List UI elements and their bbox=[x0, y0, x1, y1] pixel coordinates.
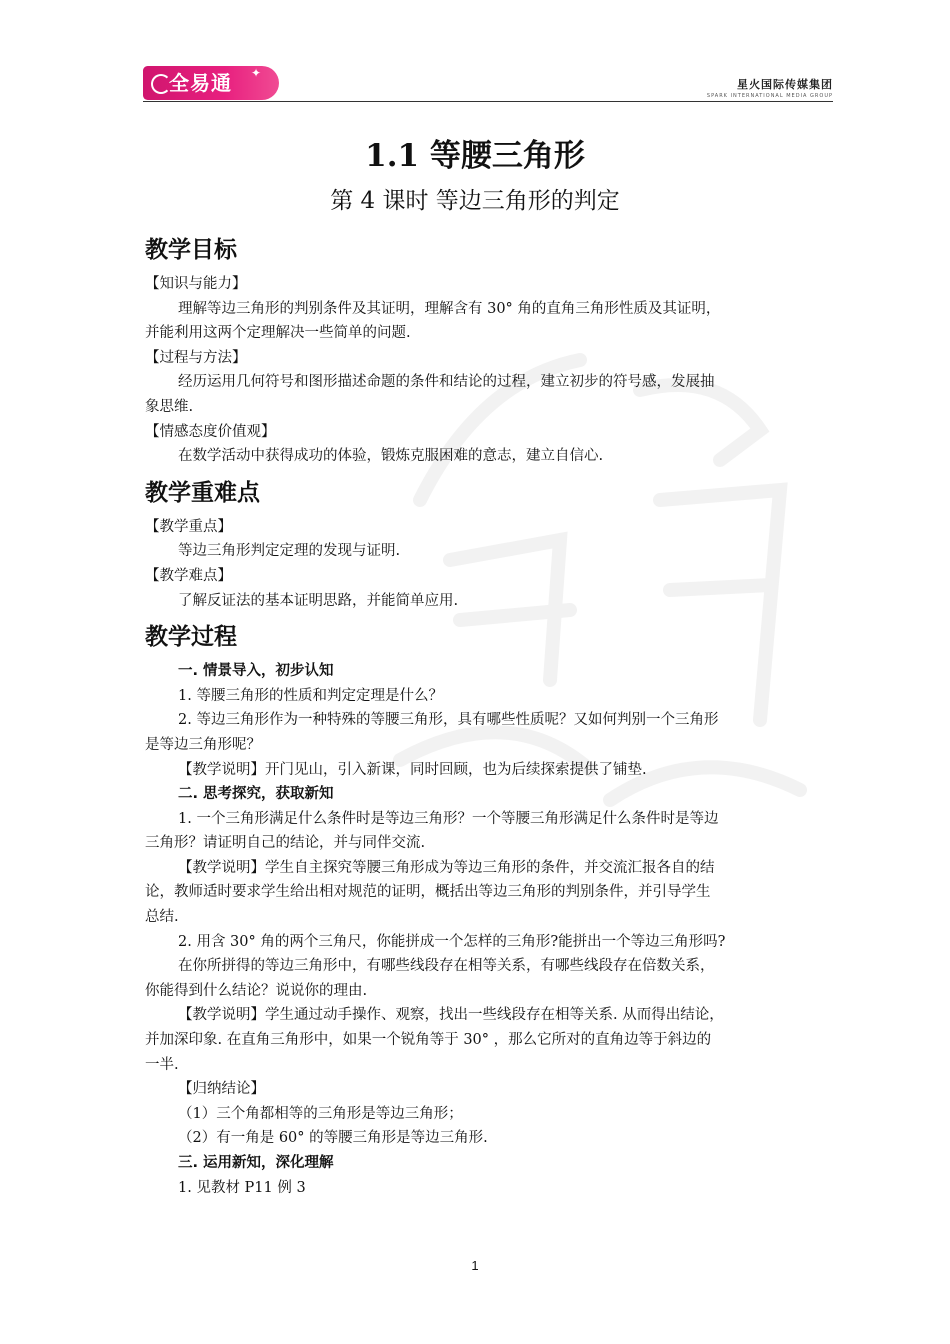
page-number: 1 bbox=[471, 1258, 479, 1273]
publisher-name-en: SPARK INTERNATIONAL MEDIA GROUP bbox=[706, 93, 833, 99]
paragraph-line: 【教学说明】学生自主探究等腰三角形成为等边三角形的条件，并交流汇报各自的结 bbox=[178, 859, 715, 876]
paragraph-line: 1. 一个三角形满足什么条件时是等边三角形？一个等腰三角形满足什么条件时是等边 bbox=[178, 810, 719, 827]
paragraph-line: 2. 用含 30° 角的两个三角尺，你能拼成一个怎样的三角形?能拼出一个等边三角形吗? bbox=[178, 933, 726, 950]
document-title: 1.1 等腰三角形 bbox=[365, 138, 585, 174]
label-conclusion: 【归纳结论】 bbox=[178, 1081, 265, 1098]
paragraph-line: （2）有一角是 60° 的等腰三角形是等边三角形. bbox=[178, 1130, 488, 1147]
paragraph-line: 象思维. bbox=[145, 398, 194, 415]
subsection-heading: 二. 思考探究，获取新知 bbox=[178, 786, 334, 803]
label-focus: 【教学重点】 bbox=[145, 518, 232, 535]
document-subtitle: 第 4 课时 等边三角形的判定 bbox=[330, 188, 620, 214]
header-divider bbox=[143, 101, 833, 102]
logo-swirl-icon bbox=[151, 74, 171, 94]
paragraph-line: 在你所拼得的等边三角形中，有哪些线段存在相等关系，有哪些线段存在倍数关系， bbox=[178, 958, 715, 975]
paragraph-line: 2. 等边三角形作为一种特殊的等腰三角形，具有哪些性质呢？又如何判别一个三角形 bbox=[178, 712, 719, 729]
paragraph-line: 1. 等腰三角形的性质和判定定理是什么？ bbox=[178, 687, 443, 704]
subsection-heading: 三. 运用新知，深化理解 bbox=[178, 1155, 334, 1171]
paragraph-line: 【教学说明】学生通过动手操作、观察，找出一些线段存在相等关系. 从而得出结论， bbox=[178, 1007, 724, 1024]
paragraph-line: 了解反证法的基本证明思路，并能简单应用. bbox=[178, 592, 459, 609]
section-heading-goals: 教学目标 bbox=[145, 237, 237, 263]
paragraph-line: 是等边三角形呢？ bbox=[145, 736, 261, 753]
label-process-method: 【过程与方法】 bbox=[145, 349, 247, 366]
label-attitude: 【情感态度价值观】 bbox=[145, 423, 276, 440]
paragraph-line: 【教学说明】开门见山，引入新课，同时回顾，也为后续探索提供了铺垫. bbox=[178, 761, 647, 778]
paragraph-line: 等边三角形判定定理的发现与证明. bbox=[178, 543, 401, 560]
logo-text: 全易通 bbox=[169, 71, 232, 95]
paragraph-line: 在数学活动中获得成功的体验，锻炼克服困难的意志，建立自信心. bbox=[178, 448, 604, 465]
paragraph-line: 一半. bbox=[145, 1056, 179, 1073]
paragraph-line: 并加深印象. 在直角三角形中，如果一个锐角等于 30° ，那么它所对的直角边等于斜边的 bbox=[145, 1032, 712, 1049]
brand-logo bbox=[143, 66, 279, 100]
sparkle-icon: ✦ bbox=[251, 66, 263, 80]
publisher-name: 星火国际传媒集团 bbox=[737, 78, 833, 91]
publisher-brand bbox=[707, 76, 833, 99]
paragraph-line: 论，教师适时要求学生给出相对规范的证明，概括出等边三角形的判别条件，并引导学生 bbox=[145, 884, 711, 901]
label-difficulty: 【教学难点】 bbox=[145, 567, 232, 584]
subsection-heading: 一. 情景导入，初步认知 bbox=[178, 663, 334, 680]
paragraph-line: 经历运用几何符号和图形描述命题的条件和结论的过程，建立初步的符号感，发展抽 bbox=[178, 374, 715, 391]
paragraph-line: 理解等边三角形的判别条件及其证明，理解含有 30° 角的直角三角形性质及其证明， bbox=[178, 300, 721, 317]
page-header bbox=[143, 66, 833, 104]
paragraph-line: （1）三个角都相等的三角形是等边三角形； bbox=[178, 1105, 463, 1122]
section-heading-process: 教学过程 bbox=[145, 624, 237, 651]
document-body bbox=[145, 232, 807, 1200]
section-heading-key-points: 教学重难点 bbox=[145, 479, 260, 506]
paragraph-line: 并能利用这两个定理解决一些简单的问题. bbox=[145, 325, 411, 342]
paragraph-line: 1. 见教材 P11 例 3 bbox=[178, 1179, 306, 1196]
paragraph-line: 三角形？请证明自己的结论，并与同伴交流. bbox=[145, 835, 426, 852]
paragraph-line: 你能得到什么结论？说说你的理由. bbox=[145, 982, 368, 999]
paragraph-line: 总结. bbox=[145, 909, 179, 926]
label-knowledge: 【知识与能力】 bbox=[145, 276, 247, 292]
